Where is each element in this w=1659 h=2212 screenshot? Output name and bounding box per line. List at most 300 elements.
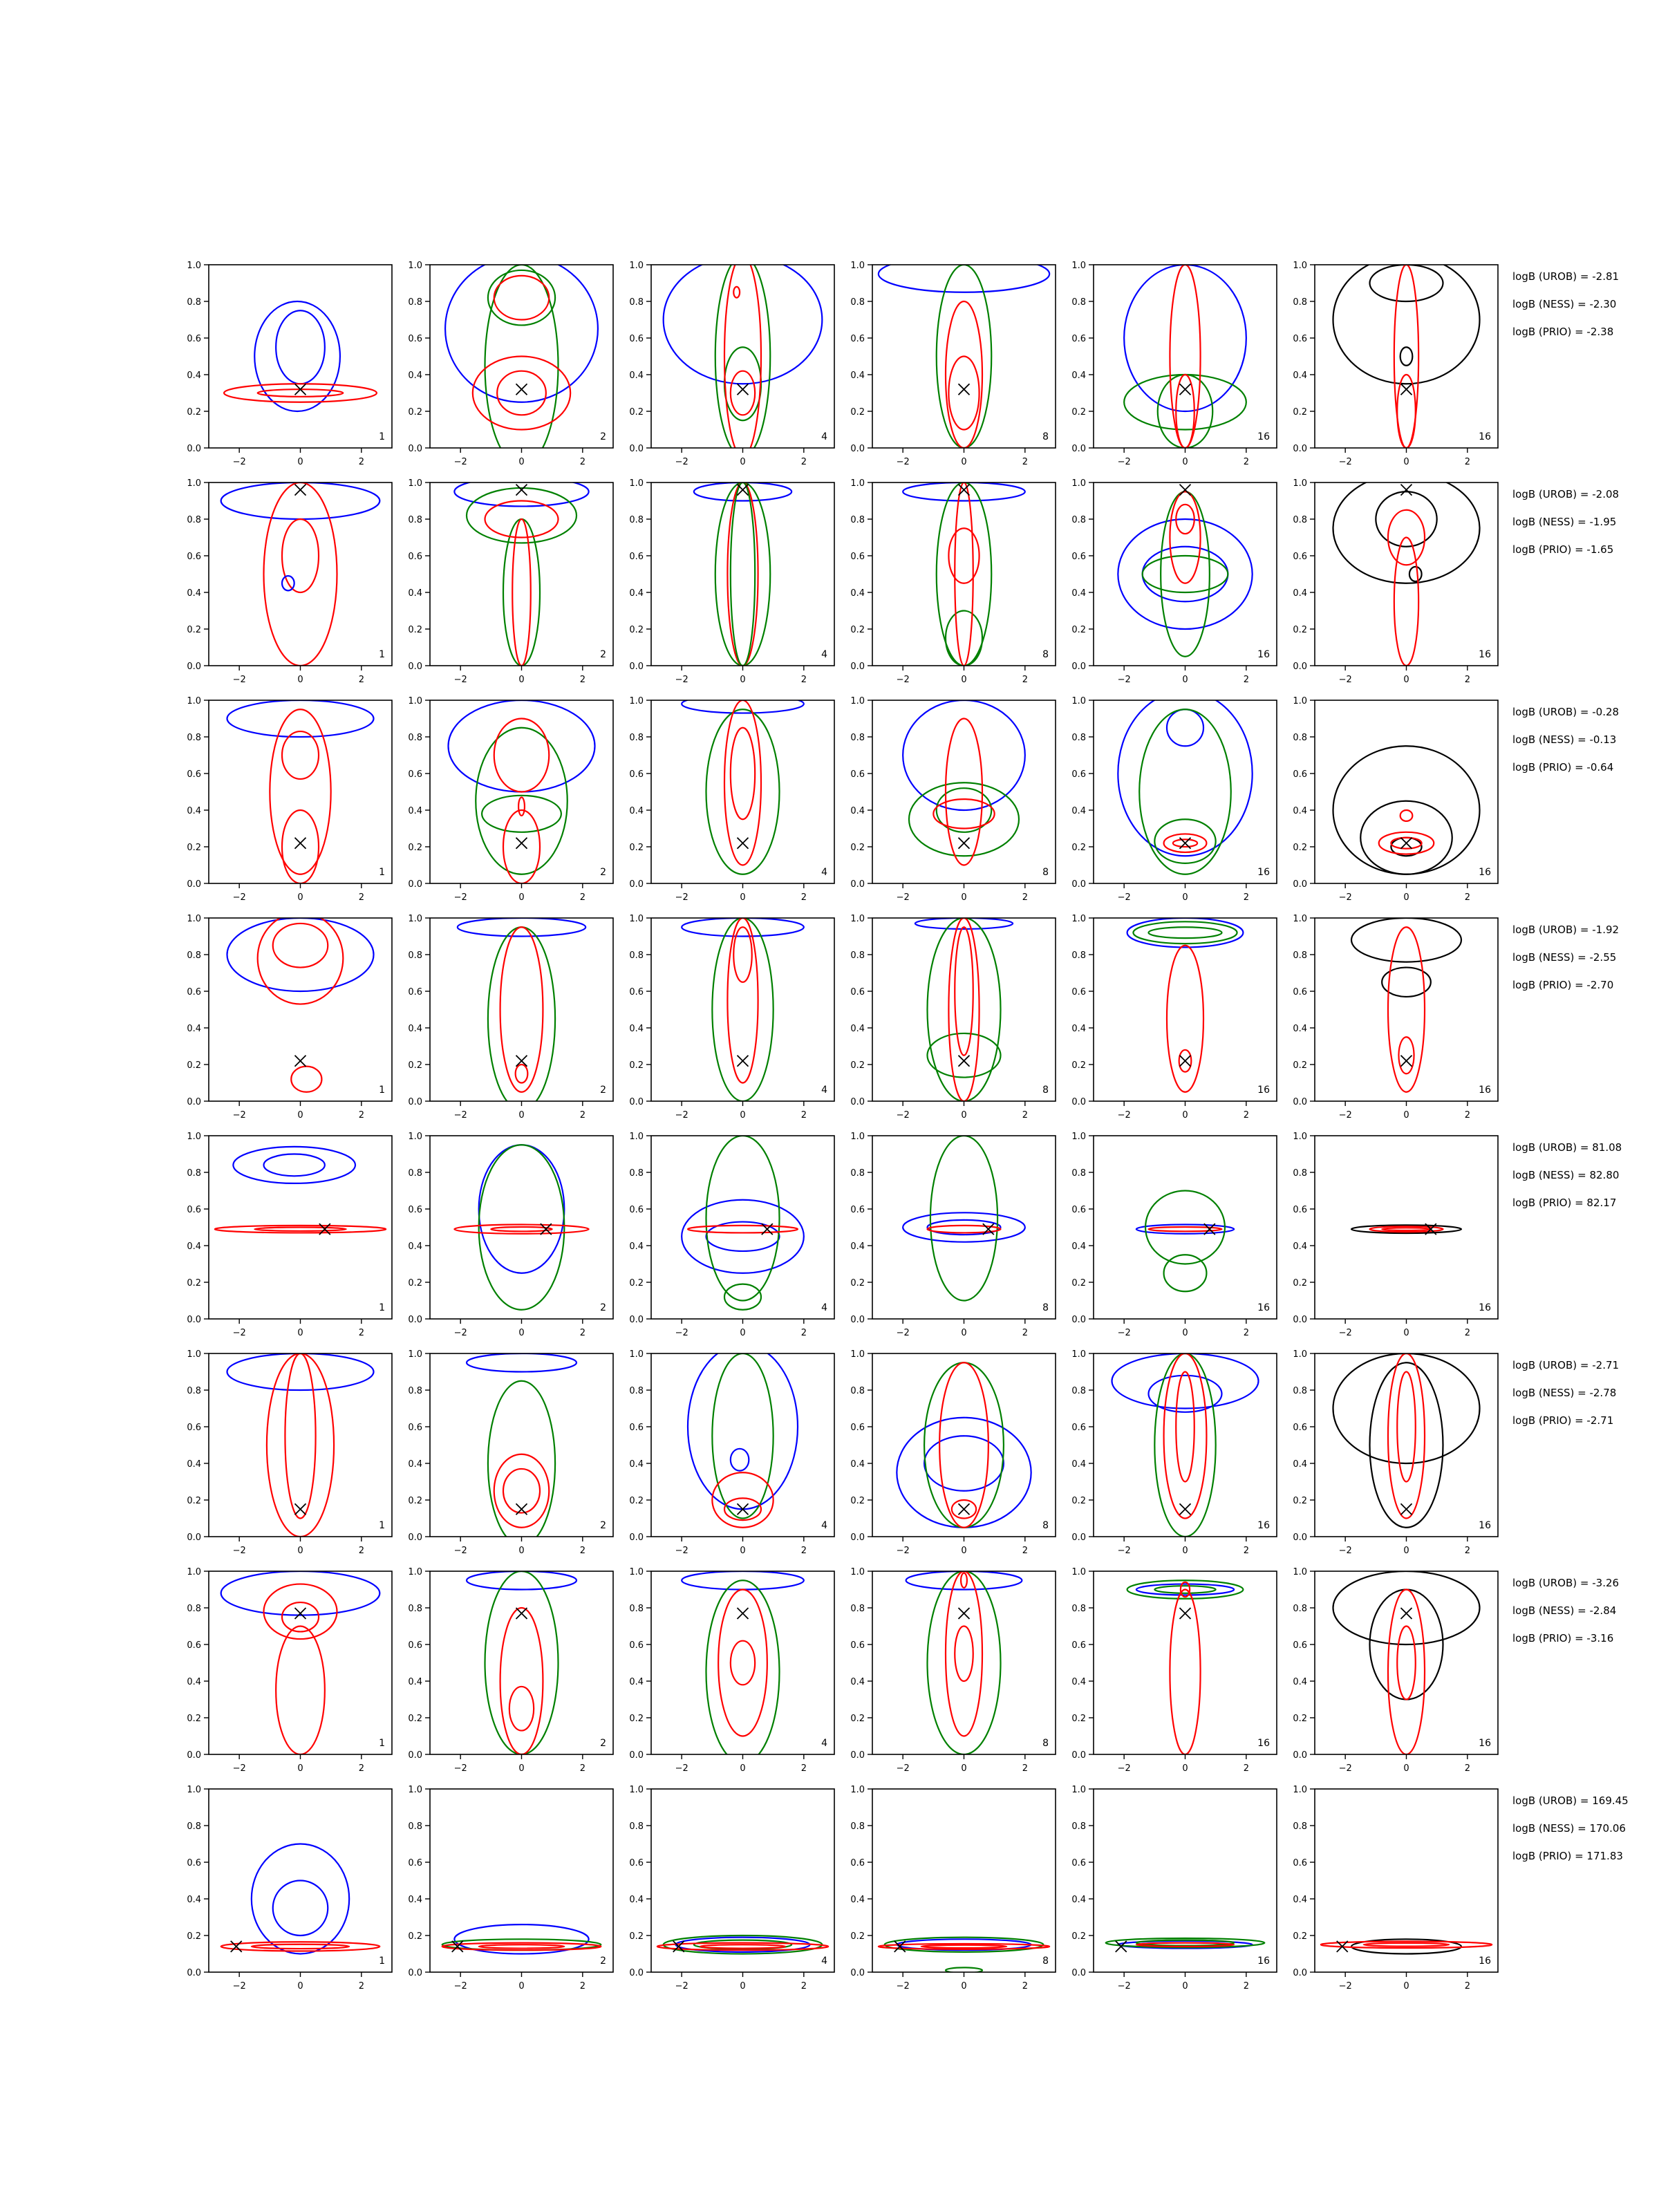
y-tick-label: 1.0 xyxy=(1071,261,1086,271)
y-tick-label: 0.8 xyxy=(1293,1821,1307,1832)
y-tick-label: 0.4 xyxy=(629,1459,644,1470)
y-tick-label: 0.8 xyxy=(1071,1168,1086,1179)
y-tick-label: 0.0 xyxy=(187,444,201,454)
y-tick-label: 0.4 xyxy=(629,1895,644,1905)
x-tick-label: −2 xyxy=(1117,1546,1131,1556)
y-tick-label: 0.0 xyxy=(1071,1968,1086,1978)
y-tick-label: 0.0 xyxy=(850,444,865,454)
x-tick-label: 2 xyxy=(800,1981,807,1991)
x-tick-label: 0 xyxy=(1182,892,1188,903)
y-tick-label: 0.2 xyxy=(1071,1931,1086,1942)
x-tick-label: −2 xyxy=(1117,1328,1131,1338)
x-tick-label: 0 xyxy=(1403,675,1409,685)
panel-corner-label: 1 xyxy=(379,431,385,442)
x-tick-label: 0 xyxy=(961,1328,967,1338)
y-tick-label: 0.8 xyxy=(1293,297,1307,308)
x-tick-label: 0 xyxy=(297,1110,303,1121)
y-tick-label: 0.2 xyxy=(1293,625,1307,635)
panel-corner-label: 8 xyxy=(1042,1085,1049,1096)
y-tick-label: 0.4 xyxy=(850,1024,865,1034)
y-tick-label: 1.0 xyxy=(408,1785,422,1795)
y-tick-label: 1.0 xyxy=(1293,696,1307,706)
x-tick-label: 2 xyxy=(800,1763,807,1774)
y-tick-label: 0.6 xyxy=(850,987,865,997)
y-tick-label: 0.8 xyxy=(1293,733,1307,743)
y-tick-label: 0.4 xyxy=(408,588,422,599)
y-tick-label: 0.8 xyxy=(850,297,865,308)
x-tick-label: −2 xyxy=(232,1110,246,1121)
y-tick-label: 0.0 xyxy=(1071,1533,1086,1543)
x-tick-label: 2 xyxy=(800,1546,807,1556)
logb-value: logB (PRIO) = -2.38 xyxy=(1512,326,1614,338)
x-tick-label: 2 xyxy=(1464,1328,1470,1338)
y-tick-label: 0.8 xyxy=(1071,515,1086,525)
x-tick-label: 0 xyxy=(740,1981,746,1991)
x-tick-label: −2 xyxy=(675,1110,688,1121)
y-tick-label: 1.0 xyxy=(1293,1567,1307,1577)
y-tick-label: 0.6 xyxy=(850,1205,865,1215)
x-tick-label: −2 xyxy=(896,1546,910,1556)
y-tick-label: 0.8 xyxy=(408,297,422,308)
y-tick-label: 1.0 xyxy=(408,696,422,706)
y-tick-label: 0.8 xyxy=(850,733,865,743)
y-tick-label: 0.8 xyxy=(408,1168,422,1179)
x-tick-label: −2 xyxy=(1117,892,1131,903)
y-tick-label: 1.0 xyxy=(850,261,865,271)
y-tick-label: 1.0 xyxy=(1293,1132,1307,1142)
y-tick-label: 0.8 xyxy=(187,1168,201,1179)
x-tick-label: 0 xyxy=(297,1328,303,1338)
x-tick-label: −2 xyxy=(232,675,246,685)
x-tick-label: 2 xyxy=(1243,1981,1249,1991)
y-tick-label: 0.4 xyxy=(408,371,422,381)
y-tick-label: 0.4 xyxy=(1293,1024,1307,1034)
y-tick-label: 0.6 xyxy=(1293,987,1307,997)
y-tick-label: 0.6 xyxy=(1071,1640,1086,1651)
y-tick-label: 0.8 xyxy=(629,1604,644,1614)
x-tick-label: −2 xyxy=(453,675,467,685)
logb-value: logB (PRIO) = -2.71 xyxy=(1512,1414,1614,1427)
contour-set xyxy=(1106,1938,1265,1949)
logb-value: logB (UROB) = -3.26 xyxy=(1512,1577,1620,1589)
y-tick-label: 0.2 xyxy=(1071,843,1086,853)
x-tick-label: −2 xyxy=(453,1981,467,1991)
y-tick-label: 1.0 xyxy=(629,696,644,706)
x-tick-label: −2 xyxy=(232,892,246,903)
y-tick-label: 0.0 xyxy=(1293,662,1307,672)
y-tick-label: 0.6 xyxy=(629,334,644,344)
y-tick-label: 0.6 xyxy=(1071,987,1086,997)
y-tick-label: 1.0 xyxy=(187,1785,201,1795)
y-tick-label: 0.8 xyxy=(629,1821,644,1832)
y-tick-label: 1.0 xyxy=(629,478,644,489)
y-tick-label: 0.6 xyxy=(408,552,422,562)
x-tick-label: −2 xyxy=(232,1546,246,1556)
y-tick-label: 0.4 xyxy=(1071,371,1086,381)
x-tick-label: −2 xyxy=(453,1110,467,1121)
y-tick-label: 1.0 xyxy=(408,1132,422,1142)
y-tick-label: 0.0 xyxy=(629,1968,644,1978)
x-tick-label: 0 xyxy=(1403,1110,1409,1121)
y-tick-label: 0.2 xyxy=(1293,1060,1307,1071)
y-tick-label: 0.0 xyxy=(1293,1097,1307,1107)
panel-corner-label: 2 xyxy=(600,1085,606,1096)
panel-corner-label: 16 xyxy=(1257,1520,1270,1531)
panel-corner-label: 16 xyxy=(1257,1085,1270,1096)
y-tick-label: 0.4 xyxy=(629,371,644,381)
panel-corner-label: 8 xyxy=(1042,1520,1049,1531)
panel-corner-label: 16 xyxy=(1479,1302,1491,1313)
x-tick-label: 0 xyxy=(1182,675,1188,685)
x-tick-label: 0 xyxy=(740,1546,746,1556)
panel-corner-label: 8 xyxy=(1042,1956,1049,1967)
y-tick-label: 0.2 xyxy=(187,1931,201,1942)
y-tick-label: 1.0 xyxy=(408,1349,422,1360)
y-tick-label: 0.4 xyxy=(408,1241,422,1252)
y-tick-label: 0.6 xyxy=(850,1640,865,1651)
y-tick-label: 0.0 xyxy=(187,1533,201,1543)
y-tick-label: 1.0 xyxy=(629,1785,644,1795)
y-tick-label: 1.0 xyxy=(187,1567,201,1577)
x-tick-label: −2 xyxy=(675,892,688,903)
y-tick-label: 0.4 xyxy=(1071,1677,1086,1687)
y-tick-label: 0.4 xyxy=(187,1459,201,1470)
y-tick-label: 0.8 xyxy=(629,1386,644,1396)
y-tick-label: 0.4 xyxy=(850,806,865,816)
y-tick-label: 0.6 xyxy=(187,769,201,780)
panel-corner-label: 2 xyxy=(600,1956,606,1967)
y-tick-label: 1.0 xyxy=(629,1349,644,1360)
y-tick-label: 0.8 xyxy=(1293,1168,1307,1179)
logb-value: logB (PRIO) = -0.64 xyxy=(1512,761,1614,774)
y-tick-label: 0.6 xyxy=(408,1423,422,1433)
x-tick-label: 2 xyxy=(1464,1763,1470,1774)
y-tick-label: 0.0 xyxy=(850,1315,865,1325)
y-tick-label: 1.0 xyxy=(629,1567,644,1577)
y-tick-label: 0.0 xyxy=(629,1097,644,1107)
panel-corner-label: 2 xyxy=(600,1738,606,1749)
x-tick-label: 2 xyxy=(1022,1981,1028,1991)
y-tick-label: 0.4 xyxy=(1071,1459,1086,1470)
x-tick-label: 0 xyxy=(961,1546,967,1556)
y-tick-label: 0.6 xyxy=(408,987,422,997)
panel-corner-label: 16 xyxy=(1257,431,1270,442)
panel-corner-label: 8 xyxy=(1042,1302,1049,1313)
y-tick-label: 0.6 xyxy=(1071,1858,1086,1868)
y-tick-label: 0.2 xyxy=(850,1278,865,1288)
x-tick-label: 0 xyxy=(961,1763,967,1774)
logb-value: logB (PRIO) = -1.65 xyxy=(1512,543,1614,556)
y-tick-label: 0.4 xyxy=(187,1024,201,1034)
y-tick-label: 1.0 xyxy=(187,261,201,271)
y-tick-label: 0.2 xyxy=(850,625,865,635)
x-tick-label: 2 xyxy=(1022,1328,1028,1338)
y-tick-label: 0.0 xyxy=(1071,1097,1086,1107)
panel-corner-label: 4 xyxy=(821,1302,827,1313)
y-tick-label: 0.6 xyxy=(629,552,644,562)
y-tick-label: 0.2 xyxy=(1293,1278,1307,1288)
y-tick-label: 1.0 xyxy=(1071,478,1086,489)
x-tick-label: 2 xyxy=(1464,675,1470,685)
y-tick-label: 0.2 xyxy=(1071,1278,1086,1288)
y-tick-label: 0.4 xyxy=(629,806,644,816)
y-tick-label: 0.0 xyxy=(1071,879,1086,890)
y-tick-label: 0.0 xyxy=(629,444,644,454)
x-tick-label: −2 xyxy=(896,1981,910,1991)
y-tick-label: 0.8 xyxy=(187,1821,201,1832)
y-tick-label: 0.0 xyxy=(850,662,865,672)
x-tick-label: −2 xyxy=(453,1328,467,1338)
y-tick-label: 0.0 xyxy=(1293,1968,1307,1978)
y-tick-label: 0.2 xyxy=(408,407,422,418)
y-tick-label: 1.0 xyxy=(850,1785,865,1795)
logb-value: logB (NESS) = -2.78 xyxy=(1512,1387,1617,1399)
y-tick-label: 0.6 xyxy=(850,552,865,562)
y-tick-label: 0.6 xyxy=(850,769,865,780)
y-tick-label: 0.2 xyxy=(187,407,201,418)
y-tick-label: 0.0 xyxy=(408,1315,422,1325)
y-tick-label: 0.2 xyxy=(1293,1714,1307,1724)
y-tick-label: 0.8 xyxy=(850,515,865,525)
panel-corner-label: 16 xyxy=(1479,867,1491,878)
panel-corner-label: 2 xyxy=(600,649,606,660)
y-tick-label: 0.2 xyxy=(1071,1060,1086,1071)
y-tick-label: 0.8 xyxy=(187,515,201,525)
y-tick-label: 0.8 xyxy=(1071,1386,1086,1396)
y-tick-label: 0.4 xyxy=(1293,371,1307,381)
y-tick-label: 0.0 xyxy=(408,1968,422,1978)
y-tick-label: 1.0 xyxy=(187,914,201,924)
y-tick-label: 0.4 xyxy=(629,1677,644,1687)
x-tick-label: 2 xyxy=(1464,1546,1470,1556)
y-tick-label: 0.8 xyxy=(187,733,201,743)
x-tick-label: 0 xyxy=(518,1328,525,1338)
y-tick-label: 0.0 xyxy=(850,1533,865,1543)
y-tick-label: 0.6 xyxy=(629,769,644,780)
x-tick-label: 2 xyxy=(1243,892,1249,903)
y-tick-label: 0.8 xyxy=(850,1604,865,1614)
x-tick-label: 0 xyxy=(297,457,303,467)
y-tick-label: 0.0 xyxy=(850,1968,865,1978)
x-tick-label: −2 xyxy=(675,1328,688,1338)
x-tick-label: 0 xyxy=(1182,1328,1188,1338)
x-tick-label: 2 xyxy=(358,1981,364,1991)
x-tick-label: −2 xyxy=(1338,1763,1352,1774)
x-tick-label: −2 xyxy=(896,892,910,903)
y-tick-label: 0.2 xyxy=(408,1278,422,1288)
x-tick-label: 2 xyxy=(800,1328,807,1338)
y-tick-label: 1.0 xyxy=(1293,261,1307,271)
panel-corner-label: 16 xyxy=(1479,431,1491,442)
y-tick-label: 0.0 xyxy=(408,1533,422,1543)
y-tick-label: 0.8 xyxy=(850,950,865,961)
y-tick-label: 0.0 xyxy=(629,879,644,890)
y-tick-label: 0.6 xyxy=(187,1423,201,1433)
y-tick-label: 0.6 xyxy=(187,552,201,562)
y-tick-label: 0.8 xyxy=(1293,950,1307,961)
x-tick-label: 0 xyxy=(1403,1328,1409,1338)
y-tick-label: 1.0 xyxy=(408,1567,422,1577)
y-tick-label: 0.2 xyxy=(187,625,201,635)
y-tick-label: 0.2 xyxy=(1293,843,1307,853)
y-tick-label: 0.6 xyxy=(1293,769,1307,780)
x-tick-label: 0 xyxy=(1182,1763,1188,1774)
y-tick-label: 0.6 xyxy=(408,1205,422,1215)
x-tick-label: 0 xyxy=(518,1110,525,1121)
y-tick-label: 0.2 xyxy=(187,843,201,853)
x-tick-label: 2 xyxy=(358,1110,364,1121)
x-tick-label: 0 xyxy=(1403,457,1409,467)
y-tick-label: 0.2 xyxy=(629,1278,644,1288)
y-tick-label: 0.6 xyxy=(1071,1205,1086,1215)
x-tick-label: 0 xyxy=(1403,1763,1409,1774)
y-tick-label: 1.0 xyxy=(187,478,201,489)
x-tick-label: 2 xyxy=(1243,1546,1249,1556)
x-tick-label: −2 xyxy=(1117,1981,1131,1991)
y-tick-label: 0.8 xyxy=(1293,1604,1307,1614)
x-tick-label: 2 xyxy=(1243,675,1249,685)
logb-value: logB (UROB) = -2.08 xyxy=(1512,488,1620,500)
y-tick-label: 0.0 xyxy=(187,879,201,890)
y-tick-label: 0.4 xyxy=(850,1677,865,1687)
y-tick-label: 0.2 xyxy=(850,1060,865,1071)
y-tick-label: 0.2 xyxy=(629,843,644,853)
y-tick-label: 0.8 xyxy=(1293,1386,1307,1396)
y-tick-label: 0.8 xyxy=(629,950,644,961)
y-tick-label: 0.4 xyxy=(1293,1895,1307,1905)
y-tick-label: 0.0 xyxy=(850,879,865,890)
x-tick-label: −2 xyxy=(453,1546,467,1556)
y-tick-label: 0.8 xyxy=(408,1821,422,1832)
y-tick-label: 0.2 xyxy=(1071,625,1086,635)
y-tick-label: 0.6 xyxy=(1071,769,1086,780)
x-tick-label: −2 xyxy=(896,1110,910,1121)
y-tick-label: 0.2 xyxy=(629,1714,644,1724)
y-tick-label: 0.0 xyxy=(1293,1533,1307,1543)
x-tick-label: 2 xyxy=(579,1546,585,1556)
y-tick-label: 0.4 xyxy=(187,371,201,381)
y-tick-label: 0.2 xyxy=(629,625,644,635)
y-tick-label: 1.0 xyxy=(1293,478,1307,489)
y-tick-label: 0.6 xyxy=(850,334,865,344)
y-tick-label: 0.4 xyxy=(1293,1677,1307,1687)
y-tick-label: 1.0 xyxy=(629,1132,644,1142)
panel-corner-label: 1 xyxy=(379,1520,385,1531)
y-tick-label: 0.6 xyxy=(187,1640,201,1651)
x-tick-label: −2 xyxy=(675,1763,688,1774)
y-tick-label: 0.2 xyxy=(1293,407,1307,418)
x-tick-label: −2 xyxy=(1338,1981,1352,1991)
y-tick-label: 0.4 xyxy=(629,1241,644,1252)
y-tick-label: 0.6 xyxy=(629,987,644,997)
logb-value: logB (NESS) = -0.13 xyxy=(1512,733,1617,746)
y-tick-label: 1.0 xyxy=(850,478,865,489)
y-tick-label: 0.4 xyxy=(1071,806,1086,816)
y-tick-label: 0.0 xyxy=(187,1315,201,1325)
y-tick-label: 0.6 xyxy=(187,987,201,997)
y-tick-label: 0.0 xyxy=(187,1968,201,1978)
y-tick-label: 0.8 xyxy=(187,1604,201,1614)
panel-corner-label: 16 xyxy=(1479,1956,1491,1967)
x-tick-label: 0 xyxy=(961,457,967,467)
y-tick-label: 0.0 xyxy=(408,662,422,672)
panel-corner-label: 16 xyxy=(1257,867,1270,878)
y-tick-label: 0.8 xyxy=(408,515,422,525)
y-tick-label: 0.6 xyxy=(1293,334,1307,344)
x-tick-label: 2 xyxy=(579,675,585,685)
logb-value: logB (UROB) = 81.08 xyxy=(1512,1141,1622,1154)
y-tick-label: 0.2 xyxy=(1071,407,1086,418)
x-tick-label: −2 xyxy=(896,1328,910,1338)
panel-corner-label: 2 xyxy=(600,1520,606,1531)
y-tick-label: 0.8 xyxy=(629,297,644,308)
logb-value: logB (UROB) = -2.71 xyxy=(1512,1359,1620,1371)
logb-value: logB (UROB) = -0.28 xyxy=(1512,706,1620,718)
x-tick-label: −2 xyxy=(675,1981,688,1991)
y-tick-label: 0.2 xyxy=(1293,1496,1307,1506)
y-tick-label: 0.0 xyxy=(1071,1750,1086,1761)
x-tick-label: 0 xyxy=(961,892,967,903)
y-tick-label: 1.0 xyxy=(850,1132,865,1142)
y-tick-label: 0.4 xyxy=(850,588,865,599)
y-tick-label: 0.0 xyxy=(1293,879,1307,890)
y-tick-label: 0.8 xyxy=(629,515,644,525)
y-tick-label: 0.6 xyxy=(1293,1205,1307,1215)
y-tick-label: 0.8 xyxy=(1071,1821,1086,1832)
y-tick-label: 1.0 xyxy=(1293,914,1307,924)
panel-corner-label: 2 xyxy=(600,1302,606,1313)
panel-corner-label: 4 xyxy=(821,1520,827,1531)
logb-value: logB (UROB) = -2.81 xyxy=(1512,270,1620,283)
y-tick-label: 0.6 xyxy=(408,334,422,344)
y-tick-label: 0.4 xyxy=(1071,1024,1086,1034)
panel-corner-label: 16 xyxy=(1479,1085,1491,1096)
x-tick-label: 0 xyxy=(1182,1981,1188,1991)
x-tick-label: −2 xyxy=(1338,1110,1352,1121)
x-tick-label: 2 xyxy=(800,1110,807,1121)
y-tick-label: 0.8 xyxy=(408,1604,422,1614)
x-tick-label: 0 xyxy=(518,457,525,467)
y-tick-label: 0.6 xyxy=(408,1858,422,1868)
y-tick-label: 0.6 xyxy=(187,334,201,344)
y-tick-label: 1.0 xyxy=(1071,914,1086,924)
y-tick-label: 0.2 xyxy=(629,1060,644,1071)
y-tick-label: 0.2 xyxy=(187,1278,201,1288)
y-tick-label: 0.4 xyxy=(187,1677,201,1687)
y-tick-label: 0.8 xyxy=(1071,950,1086,961)
x-tick-label: 2 xyxy=(800,675,807,685)
x-tick-label: 2 xyxy=(1022,1763,1028,1774)
x-tick-label: −2 xyxy=(1117,675,1131,685)
x-tick-label: 0 xyxy=(297,675,303,685)
y-tick-label: 0.4 xyxy=(1071,588,1086,599)
y-tick-label: 0.8 xyxy=(408,733,422,743)
y-tick-label: 0.2 xyxy=(629,407,644,418)
panel-corner-label: 1 xyxy=(379,1738,385,1749)
y-tick-label: 0.2 xyxy=(850,1496,865,1506)
y-tick-label: 0.8 xyxy=(850,1821,865,1832)
y-tick-label: 0.2 xyxy=(187,1496,201,1506)
x-tick-label: 2 xyxy=(1022,892,1028,903)
x-tick-label: 0 xyxy=(518,1763,525,1774)
y-tick-label: 0.6 xyxy=(187,1205,201,1215)
logb-value: logB (PRIO) = -2.70 xyxy=(1512,979,1614,991)
x-tick-label: 2 xyxy=(1022,1110,1028,1121)
y-tick-label: 0.0 xyxy=(187,1750,201,1761)
y-tick-label: 0.0 xyxy=(629,1750,644,1761)
x-tick-label: −2 xyxy=(896,457,910,467)
x-tick-label: 0 xyxy=(740,675,746,685)
